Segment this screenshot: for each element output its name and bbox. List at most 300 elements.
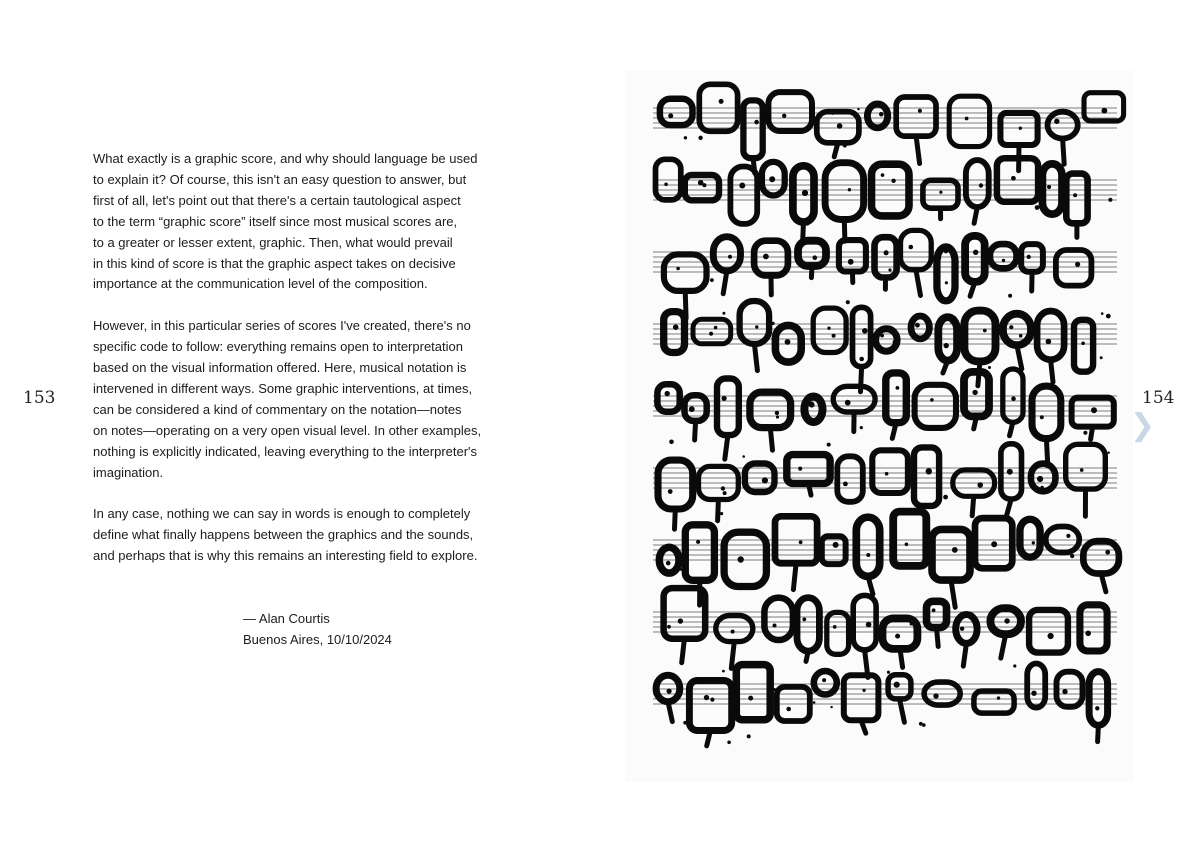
ink-speck — [1107, 622, 1110, 625]
ink-speck — [667, 573, 670, 576]
essay-line: to explain it? Of course, this isn't an easy question to answer, but — [93, 171, 467, 187]
essay-line: and perhaps that is why this remains an interesting field to explore. — [93, 548, 478, 564]
note-dot — [833, 625, 837, 629]
note-dot — [773, 624, 777, 628]
ink-loop — [656, 159, 681, 200]
ink-loop — [764, 598, 793, 640]
ink-loop — [1066, 174, 1087, 224]
paragraph-gap — [93, 295, 533, 316]
ink-speck — [1013, 664, 1016, 667]
ink-loop — [990, 244, 1017, 268]
note-dot — [762, 477, 768, 483]
ink-loop — [717, 379, 739, 436]
note-dot — [843, 482, 848, 487]
note-dot — [1027, 255, 1031, 259]
ink-loop — [956, 615, 977, 644]
ink-speck — [722, 312, 725, 315]
ink-loop — [657, 384, 679, 412]
note-dot — [748, 696, 753, 701]
ink-speck — [830, 706, 832, 708]
ink-stem — [770, 428, 772, 451]
ink-speck — [1101, 312, 1104, 315]
ink-loop — [1084, 93, 1124, 121]
note-dot — [862, 689, 865, 692]
ink-loop — [813, 308, 846, 352]
note-dot — [862, 328, 868, 334]
note-dot — [668, 113, 673, 118]
ink-loop — [685, 395, 707, 421]
ink-loop — [923, 180, 958, 208]
ink-speck — [710, 698, 714, 702]
ink-loop — [814, 671, 837, 694]
note-dot — [965, 117, 969, 121]
essay-line: in this kind of score is that the graphic aspect takes on decisive — [93, 255, 456, 271]
note-dot — [665, 391, 670, 396]
ink-loop — [736, 665, 770, 720]
ink-speck — [727, 741, 731, 745]
ink-speck — [680, 568, 683, 571]
essay-line: define what finally happens between the graphics and the sounds, — [93, 527, 474, 543]
ink-speck — [881, 173, 885, 177]
note-dot — [666, 561, 671, 566]
ink-speck — [710, 278, 714, 282]
graphic-score-drawing — [625, 70, 1133, 782]
note-dot — [973, 250, 978, 255]
note-dot — [709, 332, 713, 336]
ink-speck — [888, 268, 891, 271]
ink-speck — [937, 256, 941, 260]
ink-speck — [693, 324, 696, 327]
ink-speck — [813, 701, 816, 704]
note-dot — [977, 482, 983, 488]
ink-speck — [1070, 554, 1074, 558]
ink-speck — [771, 322, 774, 325]
ink-speck — [683, 721, 687, 725]
note-dot — [939, 191, 942, 194]
ink-loop — [949, 96, 989, 146]
ink-stem — [793, 563, 796, 589]
essay-line: based on the visual information offered. Here, musical notation is — [93, 360, 467, 376]
ink-stem — [963, 643, 966, 666]
ink-loop — [1066, 444, 1106, 489]
ink-loop — [658, 460, 693, 509]
ink-loop — [896, 97, 936, 136]
ink-loop — [664, 312, 685, 353]
note-dot — [664, 183, 668, 187]
note-dot — [1075, 262, 1080, 267]
note-dot — [782, 114, 786, 118]
page-number-right: 154 — [1142, 388, 1175, 408]
ink-loop — [1083, 541, 1119, 573]
ink-speck — [832, 334, 836, 338]
ink-stem — [974, 416, 977, 429]
ink-stem — [916, 136, 920, 163]
ink-loop — [965, 236, 985, 282]
ink-loop — [754, 241, 788, 276]
ink-stem — [937, 628, 939, 647]
note-dot — [866, 622, 872, 628]
ink-speck — [944, 249, 948, 253]
ink-stem — [900, 699, 905, 722]
note-dot — [763, 254, 769, 260]
ink-loop — [837, 456, 863, 502]
ink-speck — [714, 326, 718, 330]
note-dot — [918, 109, 922, 113]
essay-line: intervened in different ways. Some graphic interventions, at times, — [93, 380, 473, 396]
note-dot — [1002, 259, 1005, 262]
ink-loop — [743, 100, 762, 158]
ink-loop — [1056, 250, 1092, 286]
ink-speck — [915, 313, 920, 318]
ink-loop — [827, 612, 849, 654]
note-dot — [822, 678, 826, 682]
note-dot — [885, 472, 889, 476]
note-dot — [991, 541, 997, 547]
ink-speck — [729, 174, 732, 177]
ink-loop — [804, 397, 822, 423]
note-dot — [930, 398, 934, 402]
signature — [243, 609, 392, 651]
ink-loop — [1074, 320, 1093, 372]
ink-loop — [1046, 527, 1080, 553]
note-dot — [880, 334, 884, 338]
note-dot — [1081, 342, 1085, 346]
note-dot — [1054, 119, 1059, 124]
ink-loop — [1042, 164, 1062, 214]
note-dot — [754, 120, 759, 125]
ink-speck — [806, 223, 809, 226]
author-name: — Alan Courtis — [243, 611, 330, 626]
ink-speck — [1100, 356, 1103, 359]
note-dot — [802, 190, 808, 196]
essay-line: What exactly is a graphic score, and why should language be used — [93, 151, 478, 166]
ink-speck — [878, 529, 882, 533]
ink-speck — [1083, 431, 1087, 435]
page-number-left: 153 — [23, 388, 56, 408]
ink-speck — [1025, 157, 1027, 159]
essay-line: In any case, nothing we can say in words is enough to completely — [93, 506, 471, 522]
ink-loop — [833, 386, 875, 412]
ink-stem — [731, 642, 734, 669]
ink-speck — [1040, 486, 1044, 490]
note-dot — [894, 682, 900, 688]
ink-loop — [867, 104, 887, 128]
ink-loop — [656, 675, 680, 702]
note-dot — [866, 553, 870, 557]
ink-loop — [689, 681, 731, 731]
ink-stem — [951, 580, 955, 607]
note-dot — [738, 556, 744, 562]
note-dot — [1037, 476, 1043, 482]
next-page-button[interactable] — [1130, 406, 1156, 446]
ink-speck — [920, 183, 923, 186]
note-dot — [1048, 633, 1054, 639]
note-dot — [833, 542, 839, 548]
ink-loop — [1048, 112, 1078, 139]
note-dot — [769, 176, 775, 182]
ink-loop — [1021, 244, 1043, 272]
ink-loop — [964, 311, 995, 362]
note-dot — [945, 281, 948, 284]
note-dot — [696, 540, 700, 544]
essay-line: can be considered a kind of commentary on the notation—notes — [93, 401, 462, 417]
ink-loop — [886, 373, 907, 423]
ink-stem — [808, 483, 811, 495]
ink-speck — [742, 455, 745, 458]
essay-line: to a greater or lesser extent, graphic. Then, what would prevail — [93, 234, 453, 250]
ink-loop — [1089, 672, 1108, 726]
ink-loop — [664, 254, 707, 291]
ink-speck — [1035, 205, 1040, 210]
ink-speck — [1106, 314, 1111, 319]
note-dot — [1004, 618, 1009, 623]
graphic-score-artwork — [625, 70, 1133, 782]
ink-speck — [910, 623, 913, 626]
note-dot — [1062, 689, 1067, 694]
note-dot — [704, 695, 709, 700]
note-dot — [972, 390, 977, 395]
ink-speck — [870, 336, 873, 339]
ink-speck — [961, 329, 965, 333]
ink-speck — [1008, 294, 1012, 298]
note-dot — [1019, 127, 1022, 130]
note-dot — [1046, 339, 1052, 345]
note-dot — [905, 543, 909, 547]
ink-loop — [713, 237, 740, 271]
ink-stem — [725, 435, 728, 459]
ink-speck — [827, 443, 831, 447]
note-dot — [676, 267, 680, 271]
ink-loop — [716, 616, 753, 642]
ink-stem — [695, 421, 696, 440]
note-dot — [719, 99, 724, 104]
note-dot — [721, 486, 725, 490]
note-dot — [848, 188, 851, 191]
ink-loop — [750, 392, 791, 428]
note-dot — [1105, 550, 1110, 555]
note-dot — [689, 406, 695, 412]
ink-loop — [1003, 314, 1031, 346]
note-dot — [799, 540, 803, 544]
note-dot — [1080, 468, 1084, 472]
ink-speck — [851, 611, 856, 616]
ink-loop — [1027, 664, 1045, 708]
note-dot — [997, 696, 1000, 699]
ink-stem — [900, 649, 903, 668]
note-dot — [827, 327, 830, 330]
ink-speck — [943, 495, 948, 500]
note-dot — [837, 123, 843, 129]
note-dot — [739, 183, 745, 189]
note-dot — [1011, 396, 1016, 401]
ink-stem — [916, 270, 921, 296]
ink-stem — [1063, 138, 1065, 164]
ink-stem — [1006, 499, 1011, 517]
note-dot — [895, 634, 900, 639]
ink-loop — [685, 525, 714, 581]
ink-speck — [734, 493, 738, 497]
note-dot — [802, 618, 806, 622]
ink-loop — [825, 163, 864, 220]
ink-loop — [872, 450, 908, 493]
ink-speck — [702, 183, 706, 187]
note-dot — [1085, 631, 1091, 637]
ink-stem — [1091, 427, 1093, 440]
note-dot — [932, 608, 936, 612]
ink-loop — [914, 447, 939, 506]
note-dot — [979, 183, 983, 187]
ink-speck — [860, 426, 863, 429]
note-dot — [785, 339, 791, 345]
ink-loop — [893, 512, 926, 566]
ink-speck — [669, 440, 674, 445]
ink-speck — [887, 671, 890, 674]
ink-loop — [797, 598, 819, 652]
note-dot — [1047, 185, 1051, 189]
note-dot — [1007, 469, 1013, 475]
ink-speck — [720, 235, 724, 239]
place-date: Buenos Aires, 10/10/2024 — [243, 631, 392, 647]
ink-loop — [844, 675, 879, 720]
ink-loop — [685, 175, 719, 200]
note-dot — [1032, 541, 1035, 544]
note-dot — [813, 255, 818, 260]
ink-loop — [927, 601, 947, 627]
ink-speck — [950, 321, 953, 324]
ink-speck — [859, 357, 864, 362]
note-dot — [775, 411, 779, 415]
note-dot — [668, 489, 673, 494]
note-dot — [667, 689, 672, 694]
ink-loop — [740, 301, 770, 344]
ink-speck — [871, 249, 873, 251]
note-dot — [848, 259, 854, 265]
ink-loop — [660, 99, 693, 125]
ink-speck — [723, 491, 727, 495]
ink-speck — [1108, 452, 1110, 454]
ink-speck — [1108, 198, 1112, 202]
ink-speck — [846, 300, 850, 304]
ink-speck — [830, 110, 835, 115]
ink-stem — [718, 500, 719, 521]
essay-line: to the term “graphic score” itself since most musical scores are, — [93, 213, 458, 229]
note-dot — [879, 112, 884, 117]
ink-stem — [1010, 422, 1013, 435]
ink-loop — [1020, 519, 1040, 557]
ink-speck — [776, 415, 779, 418]
note-dot — [884, 250, 889, 255]
ink-speck — [893, 340, 897, 344]
ink-loop — [693, 319, 731, 344]
ink-loop — [911, 316, 929, 339]
ink-speck — [698, 136, 702, 140]
ink-speck — [684, 136, 687, 139]
essay-line: on notes—operating on a very open visual level. In other examples, — [93, 422, 482, 438]
note-dot — [809, 402, 815, 408]
note-dot — [983, 329, 987, 333]
note-dot — [944, 343, 949, 348]
ink-speck — [988, 366, 991, 369]
paragraph-gap — [93, 483, 533, 504]
ink-loop — [1037, 311, 1064, 360]
ink-stem — [1017, 345, 1022, 369]
essay-line: importance at the communication level of the composition. — [93, 276, 428, 292]
ink-stem — [811, 266, 812, 278]
note-dot — [786, 707, 791, 712]
note-dot — [722, 396, 727, 401]
ink-stem — [974, 207, 977, 223]
note-dot — [1040, 415, 1044, 419]
ink-loop — [853, 595, 876, 650]
ink-speck — [857, 108, 859, 110]
ink-loop — [937, 247, 955, 301]
note-dot — [909, 245, 914, 250]
note-dot — [1066, 534, 1070, 538]
ink-speck — [720, 512, 723, 515]
note-dot — [678, 618, 683, 623]
ink-loop — [888, 675, 911, 699]
ink-loop — [1029, 610, 1068, 653]
ink-speck — [773, 688, 776, 691]
note-dot — [926, 468, 932, 474]
note-dot — [731, 630, 735, 634]
note-dot — [1091, 407, 1097, 413]
ink-stem — [682, 639, 685, 663]
ink-loop — [798, 241, 826, 266]
ink-speck — [843, 143, 847, 147]
note-dot — [1102, 108, 1108, 114]
note-dot — [845, 400, 851, 406]
ink-stem — [723, 271, 727, 294]
ink-loop — [875, 237, 897, 277]
ink-loop — [924, 682, 960, 705]
note-dot — [915, 323, 920, 328]
ink-stem — [806, 651, 808, 661]
ink-stem — [972, 496, 974, 515]
note-dot — [1031, 691, 1036, 696]
ink-stem — [675, 509, 676, 529]
note-dot — [1011, 176, 1016, 181]
ink-speck — [1019, 334, 1023, 338]
chevron-right-icon: ❯ — [1130, 408, 1156, 443]
note-dot — [891, 179, 895, 183]
essay-line: first of all, let's point out that there's a certain tautological aspect — [93, 192, 461, 208]
essay-text — [93, 149, 533, 567]
ink-loop — [1032, 386, 1061, 439]
note-dot — [896, 386, 900, 390]
ink-speck — [919, 722, 923, 726]
note-dot — [755, 325, 758, 328]
ink-loop — [883, 618, 918, 649]
essay-line: imagination. — [93, 464, 164, 480]
ink-loop — [768, 92, 812, 131]
note-dot — [1073, 193, 1077, 197]
ink-speck — [1019, 371, 1023, 375]
essay-line: specific code to follow: everything remains open to interpretation — [93, 339, 463, 355]
ink-stem — [754, 344, 757, 371]
ink-loop — [856, 517, 879, 576]
ink-loop — [876, 329, 898, 352]
ink-speck — [747, 734, 751, 738]
essay-line: nothing is explicitly indicated, leaving everything to the interpreter's — [93, 443, 478, 459]
ink-speck — [667, 625, 671, 629]
ink-loop — [901, 230, 932, 269]
ink-stem — [1051, 360, 1053, 382]
note-dot — [952, 547, 958, 553]
ink-loop — [787, 455, 830, 484]
note-dot — [673, 324, 679, 330]
note-dot — [1095, 706, 1099, 710]
